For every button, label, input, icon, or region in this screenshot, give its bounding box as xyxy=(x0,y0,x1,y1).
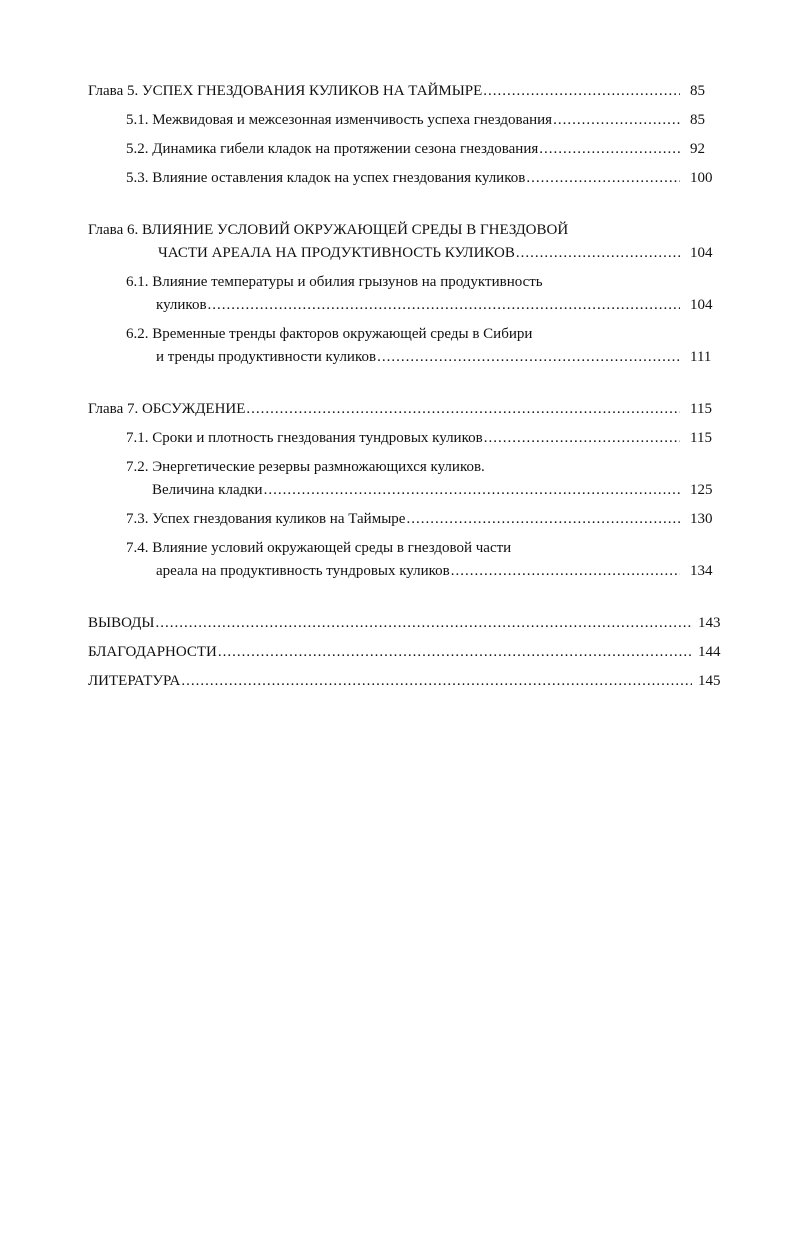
toc-entry-title-line1: 7.4. Влияние условий окружающей среды в гнездовой части xyxy=(126,540,512,556)
toc-entry-title-line1: 6.2. Временные тренды факторов окружающей среды в Сибири xyxy=(126,326,533,342)
toc-section-6-2 xyxy=(126,323,728,369)
dot-leader xyxy=(516,242,680,265)
toc-entry-title: 5.3. Влияние оставления кладок на успех гнездования куликов xyxy=(126,170,526,186)
toc-page-number: 125 xyxy=(690,482,713,498)
dot-leader xyxy=(451,560,680,583)
toc-entry-title: Глава 5. УСПЕХ ГНЕЗДОВАНИЯ КУЛИКОВ НА ТАЙМЫРЕ xyxy=(88,83,483,99)
toc-entry-title-line2: ареала на продуктивность тундровых куликов xyxy=(156,563,450,579)
toc-entry-title-line1: 7.2. Энергетические резервы размножающихся куликов. xyxy=(126,459,485,475)
toc-entry-title: ВЫВОДЫ xyxy=(88,615,155,631)
dot-leader xyxy=(181,670,692,693)
dot-leader xyxy=(539,138,680,161)
toc-entry-title: 7.1. Сроки и плотность гнездования тундровых куликов xyxy=(126,430,483,446)
toc-section-7-2 xyxy=(126,456,728,502)
toc-entry-title-line2: ЧАСТИ АРЕАЛА НА ПРОДУКТИВНОСТЬ КУЛИКОВ xyxy=(158,245,515,261)
toc-chapter-5 xyxy=(88,80,728,103)
toc-entry-title: 5.2. Динамика гибели кладок на протяжении сезона гнездования xyxy=(126,141,539,157)
toc-page-number: 85 xyxy=(690,112,705,128)
dot-leader xyxy=(553,109,680,132)
toc-page-number: 130 xyxy=(690,511,713,527)
dot-leader xyxy=(218,641,692,664)
toc-page-number: 100 xyxy=(690,170,713,186)
toc-page-number: 144 xyxy=(698,644,721,660)
toc-page-number: 143 xyxy=(698,615,721,631)
toc-section-7-3 xyxy=(126,508,728,531)
dot-leader xyxy=(264,479,680,502)
toc-entry-title-line2: Величина кладки xyxy=(152,482,263,498)
toc-entry-title-line1: Глава 6. ВЛИЯНИЕ УСЛОВИЙ ОКРУЖАЮЩЕЙ СРЕДЫ В ГНЕЗДОВОЙ xyxy=(88,222,569,238)
toc-section-5-1 xyxy=(126,109,728,132)
toc-section-5-3 xyxy=(126,167,728,190)
dot-leader xyxy=(156,612,693,635)
dot-leader xyxy=(208,294,680,317)
toc-section-7-1 xyxy=(126,427,728,450)
toc-entry-title-line2: куликов xyxy=(156,297,207,313)
dot-leader xyxy=(406,508,680,531)
toc-acknowledgements xyxy=(88,641,728,664)
toc-entry-title: 7.3. Успех гнездования куликов на Таймыре xyxy=(126,511,406,527)
dot-leader xyxy=(483,80,680,103)
toc-page-number: 85 xyxy=(690,83,705,99)
toc-page-number: 134 xyxy=(690,563,713,579)
toc-page-number: 145 xyxy=(698,673,721,689)
toc-section-7-4 xyxy=(126,537,728,583)
toc-entry-title-line1: 6.1. Влияние температуры и обилия грызунов на продуктивность xyxy=(126,274,543,290)
table-of-contents xyxy=(88,80,728,693)
toc-conclusions xyxy=(88,612,728,635)
toc-section-6-1 xyxy=(126,271,728,317)
toc-section-5-2 xyxy=(126,138,728,161)
toc-page-number: 115 xyxy=(690,401,712,417)
toc-page-number: 104 xyxy=(690,245,713,261)
toc-entry-title: ЛИТЕРАТУРА xyxy=(88,673,181,689)
dot-leader xyxy=(377,346,680,369)
dot-leader xyxy=(484,427,680,450)
toc-references xyxy=(88,670,728,693)
dot-leader xyxy=(246,398,680,421)
toc-entry-title: 5.1. Межвидовая и межсезонная изменчивость успеха гнездования xyxy=(126,112,553,128)
toc-entry-title: БЛАГОДАРНОСТИ xyxy=(88,644,217,660)
toc-page-number: 111 xyxy=(690,349,712,365)
toc-page-number: 115 xyxy=(690,430,712,446)
toc-chapter-6 xyxy=(88,219,728,265)
toc-chapter-7 xyxy=(88,398,728,421)
toc-page-number: 104 xyxy=(690,297,713,313)
dot-leader xyxy=(526,167,680,190)
toc-page-number: 92 xyxy=(690,141,705,157)
toc-entry-title: Глава 7. ОБСУЖДЕНИЕ xyxy=(88,401,246,417)
toc-entry-title-line2: и тренды продуктивности куликов xyxy=(156,349,377,365)
